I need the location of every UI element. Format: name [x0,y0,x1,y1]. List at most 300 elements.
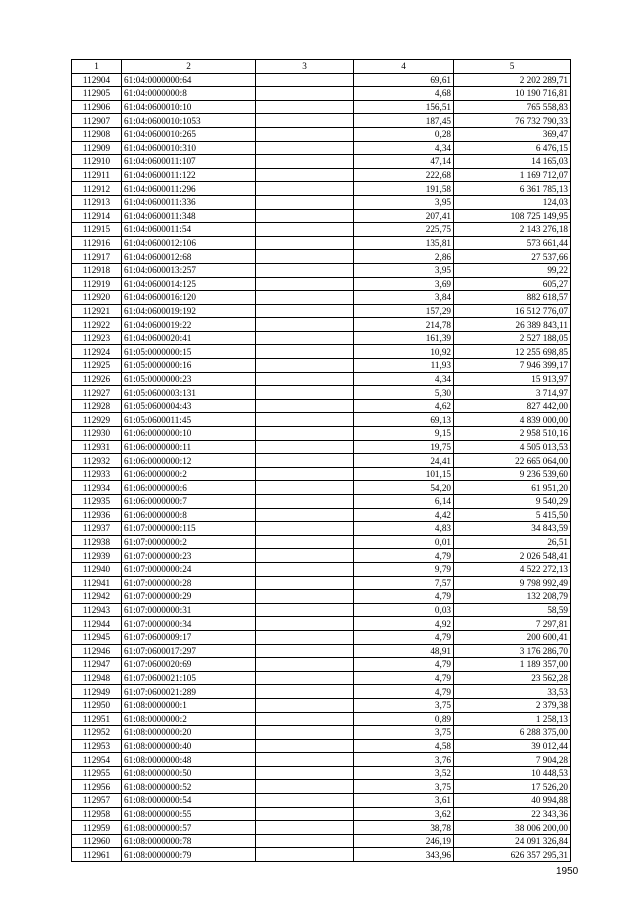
column-header-4: 4 [354,60,454,74]
cadastral-number-cell: 61:07:0000000:115 [122,522,256,536]
area-cell: 4,92 [354,617,454,631]
cadastral-number-cell: 61:04:0600011:54 [122,223,256,237]
value-cell: 4 522 272,13 [454,562,571,576]
row-number-cell: 112913 [72,195,122,209]
row-number-cell: 112950 [72,698,122,712]
area-cell: 4,79 [354,590,454,604]
value-cell: 2 202 289,71 [454,73,571,87]
table-row [72,753,571,767]
empty-cell [256,291,354,305]
area-cell: 38,78 [354,821,454,835]
empty-cell [256,277,354,291]
value-cell: 22 343,36 [454,807,571,821]
cadastral-number-cell: 61:08:0000000:50 [122,766,256,780]
value-cell: 4 505 013,53 [454,440,571,454]
table-row [72,372,571,386]
empty-cell [256,304,354,318]
cadastral-number-cell: 61:05:0600003:131 [122,386,256,400]
area-cell: 214,78 [354,318,454,332]
empty-cell [256,630,354,644]
table-row [72,291,571,305]
cadastral-number-cell: 61:06:0000000:8 [122,508,256,522]
cadastral-number-cell: 61:07:0000000:28 [122,576,256,590]
value-cell: 765 558,83 [454,100,571,114]
area-cell: 69,61 [354,73,454,87]
value-cell: 23 562,28 [454,671,571,685]
row-number-cell: 112926 [72,372,122,386]
area-cell: 225,75 [354,223,454,237]
empty-cell [256,168,354,182]
cadastral-number-cell: 61:04:0600020:41 [122,331,256,345]
value-cell: 10 448,53 [454,766,571,780]
row-number-cell: 112941 [72,576,122,590]
empty-cell [256,359,354,373]
empty-cell [256,753,354,767]
table-body [72,73,571,861]
value-cell: 7 904,28 [454,753,571,767]
empty-cell [256,250,354,264]
table-row [72,304,571,318]
row-number-cell: 112948 [72,671,122,685]
area-cell: 4,34 [354,372,454,386]
value-cell: 882 618,57 [454,291,571,305]
table-row [72,495,571,509]
row-number-cell: 112952 [72,726,122,740]
table-row [72,127,571,141]
empty-cell [256,508,354,522]
row-number-cell: 112940 [72,562,122,576]
table-row [72,345,571,359]
empty-cell [256,576,354,590]
row-number-cell: 112937 [72,522,122,536]
value-cell: 6 288 375,00 [454,726,571,740]
cadastral-number-cell: 61:04:0600014:125 [122,277,256,291]
empty-cell [256,780,354,794]
cadastral-number-cell: 61:08:0000000:79 [122,848,256,862]
empty-cell [256,209,354,223]
area-cell: 4,58 [354,739,454,753]
value-cell: 108 725 149,95 [454,209,571,223]
row-number-cell: 112909 [72,141,122,155]
empty-cell [256,73,354,87]
row-number-cell: 112959 [72,821,122,835]
value-cell: 58,59 [454,603,571,617]
row-number-cell: 112907 [72,114,122,128]
cadastral-number-cell: 61:06:0000000:6 [122,481,256,495]
cadastral-number-cell: 61:08:0000000:78 [122,834,256,848]
value-cell: 2 026 548,41 [454,549,571,563]
row-number-cell: 112924 [72,345,122,359]
table-row [72,590,571,604]
row-number-cell: 112920 [72,291,122,305]
area-cell: 222,68 [354,168,454,182]
cadastral-number-cell: 61:07:0600021:105 [122,671,256,685]
row-number-cell: 112956 [72,780,122,794]
row-number-cell: 112955 [72,766,122,780]
row-number-cell: 112916 [72,236,122,250]
table-row [72,73,571,87]
table-row [72,821,571,835]
row-number-cell: 112961 [72,848,122,862]
table-row [72,576,571,590]
area-cell: 3,61 [354,794,454,808]
cadastral-number-cell: 61:08:0000000:20 [122,726,256,740]
empty-cell [256,671,354,685]
table-row [72,508,571,522]
area-cell: 207,41 [354,209,454,223]
value-cell: 2 143 276,18 [454,223,571,237]
value-cell: 4 839 000,00 [454,413,571,427]
area-cell: 4,83 [354,522,454,536]
area-cell: 101,15 [354,467,454,481]
value-cell: 573 661,44 [454,236,571,250]
value-cell: 39 012,44 [454,739,571,753]
cadastral-number-cell: 61:07:0000000:31 [122,603,256,617]
table-row [72,644,571,658]
cadastral-number-cell: 61:07:0000000:2 [122,535,256,549]
cadastral-number-cell: 61:07:0600017:297 [122,644,256,658]
area-cell: 9,15 [354,427,454,441]
empty-cell [256,318,354,332]
table-row [72,562,571,576]
value-cell: 3 176 286,70 [454,644,571,658]
cadastral-number-cell: 61:04:0600011:122 [122,168,256,182]
empty-cell [256,223,354,237]
table-row [72,739,571,753]
table-row [72,712,571,726]
cadastral-number-cell: 61:08:0000000:48 [122,753,256,767]
area-cell: 0,03 [354,603,454,617]
area-cell: 246,19 [354,834,454,848]
area-cell: 6,14 [354,495,454,509]
area-cell: 3,62 [354,807,454,821]
empty-cell [256,263,354,277]
empty-cell [256,562,354,576]
empty-cell [256,481,354,495]
value-cell: 99,22 [454,263,571,277]
empty-cell [256,807,354,821]
empty-cell [256,848,354,862]
value-cell: 7 946 399,17 [454,359,571,373]
empty-cell [256,331,354,345]
empty-cell [256,345,354,359]
table-row [72,549,571,563]
row-number-cell: 112922 [72,318,122,332]
empty-cell [256,195,354,209]
value-cell: 200 600,41 [454,630,571,644]
table-row [72,250,571,264]
cadastral-number-cell: 61:04:0600011:296 [122,182,256,196]
row-number-cell: 112905 [72,87,122,101]
value-cell: 76 732 790,33 [454,114,571,128]
row-number-cell: 112951 [72,712,122,726]
cadastral-number-cell: 61:08:0000000:1 [122,698,256,712]
empty-cell [256,685,354,699]
table-row [72,630,571,644]
row-number-cell: 112958 [72,807,122,821]
cadastral-number-cell: 61:04:0600013:257 [122,263,256,277]
empty-cell [256,834,354,848]
area-cell: 3,76 [354,753,454,767]
cadastral-number-cell: 61:04:0000000:8 [122,87,256,101]
row-number-cell: 112911 [72,168,122,182]
table-row [72,794,571,808]
value-cell: 38 006 200,00 [454,821,571,835]
value-cell: 12 255 698,85 [454,345,571,359]
cadastral-number-cell: 61:04:0600012:106 [122,236,256,250]
row-number-cell: 112953 [72,739,122,753]
empty-cell [256,766,354,780]
table-row [72,454,571,468]
cadastral-number-cell: 61:04:0600011:336 [122,195,256,209]
empty-cell [256,100,354,114]
empty-cell [256,644,354,658]
empty-cell [256,372,354,386]
empty-cell [256,236,354,250]
area-cell: 24,41 [354,454,454,468]
row-number-cell: 112908 [72,127,122,141]
table-row [72,155,571,169]
cadastral-number-cell: 61:04:0600010:10 [122,100,256,114]
row-number-cell: 112944 [72,617,122,631]
value-cell: 33,53 [454,685,571,699]
empty-cell [256,87,354,101]
area-cell: 0,28 [354,127,454,141]
cadastral-number-cell: 61:05:0000000:23 [122,372,256,386]
value-cell: 61 951,20 [454,481,571,495]
area-cell: 4,34 [354,141,454,155]
value-cell: 605,27 [454,277,571,291]
row-number-cell: 112946 [72,644,122,658]
area-cell: 4,79 [354,630,454,644]
value-cell: 34 843,59 [454,522,571,536]
empty-cell [256,522,354,536]
row-number-cell: 112931 [72,440,122,454]
value-cell: 3 714,97 [454,386,571,400]
value-cell: 2 958 510,16 [454,427,571,441]
column-header-5: 5 [454,60,571,74]
area-cell: 4,79 [354,671,454,685]
empty-cell [256,726,354,740]
area-cell: 4,68 [354,87,454,101]
empty-cell [256,182,354,196]
area-cell: 191,58 [354,182,454,196]
row-number-cell: 112942 [72,590,122,604]
cadastral-number-cell: 61:04:0600011:107 [122,155,256,169]
value-cell: 6 361 785,13 [454,182,571,196]
area-cell: 9,79 [354,562,454,576]
value-cell: 626 357 295,31 [454,848,571,862]
empty-cell [256,114,354,128]
table-row [72,481,571,495]
row-number-cell: 112943 [72,603,122,617]
table-row [72,780,571,794]
table-row [72,522,571,536]
cadastral-number-cell: 61:08:0000000:52 [122,780,256,794]
value-cell: 5 415,50 [454,508,571,522]
table-row [72,603,571,617]
column-header-1: 1 [72,60,122,74]
table-row [72,114,571,128]
table-row [72,617,571,631]
area-cell: 10,92 [354,345,454,359]
column-header-3: 3 [256,60,354,74]
table-row [72,209,571,223]
table-row [72,318,571,332]
cadastral-number-cell: 61:07:0000000:24 [122,562,256,576]
table-row [72,277,571,291]
cadastral-number-cell: 61:05:0000000:16 [122,359,256,373]
row-number-cell: 112904 [72,73,122,87]
table-row [72,100,571,114]
table-row [72,685,571,699]
table-row [72,87,571,101]
cadastral-number-cell: 61:07:0600009:17 [122,630,256,644]
row-number-cell: 112949 [72,685,122,699]
table-row [72,236,571,250]
cadastral-number-cell: 61:05:0600004:43 [122,399,256,413]
empty-cell [256,590,354,604]
value-cell: 15 913,97 [454,372,571,386]
row-number-cell: 112933 [72,467,122,481]
cadastral-number-cell: 61:06:0000000:11 [122,440,256,454]
cadastral-number-cell: 61:08:0000000:55 [122,807,256,821]
empty-cell [256,603,354,617]
empty-cell [256,535,354,549]
empty-cell [256,712,354,726]
area-cell: 156,51 [354,100,454,114]
value-cell: 27 537,66 [454,250,571,264]
area-cell: 4,62 [354,399,454,413]
table-row [72,141,571,155]
value-cell: 9 540,29 [454,495,571,509]
cadastral-number-cell: 61:08:0000000:57 [122,821,256,835]
table-row [72,766,571,780]
value-cell: 369,47 [454,127,571,141]
table-row [72,195,571,209]
empty-cell [256,739,354,753]
row-number-cell: 112918 [72,263,122,277]
cadastral-number-cell: 61:04:0600016:120 [122,291,256,305]
row-number-cell: 112912 [72,182,122,196]
empty-cell [256,821,354,835]
empty-cell [256,440,354,454]
empty-cell [256,698,354,712]
row-number-cell: 112935 [72,495,122,509]
empty-cell [256,454,354,468]
area-cell: 3,95 [354,195,454,209]
area-cell: 157,29 [354,304,454,318]
page-number: 1950 [556,866,579,877]
cadastral-number-cell: 61:06:0000000:10 [122,427,256,441]
value-cell: 16 512 776,07 [454,304,571,318]
cadastral-number-cell: 61:08:0000000:40 [122,739,256,753]
area-cell: 48,91 [354,644,454,658]
area-cell: 3,75 [354,726,454,740]
area-cell: 19,75 [354,440,454,454]
value-cell: 7 297,81 [454,617,571,631]
area-cell: 2,86 [354,250,454,264]
area-cell: 54,20 [354,481,454,495]
empty-cell [256,427,354,441]
data-table [71,59,571,862]
cadastral-number-cell: 61:04:0600010:1053 [122,114,256,128]
empty-cell [256,549,354,563]
area-cell: 3,69 [354,277,454,291]
area-cell: 47,14 [354,155,454,169]
area-cell: 3,84 [354,291,454,305]
cadastral-number-cell: 61:07:0000000:29 [122,590,256,604]
area-cell: 0,01 [354,535,454,549]
area-cell: 3,95 [354,263,454,277]
value-cell: 6 476,15 [454,141,571,155]
area-cell: 4,42 [354,508,454,522]
header-row [72,60,571,74]
area-cell: 11,93 [354,359,454,373]
row-number-cell: 112927 [72,386,122,400]
table-row [72,427,571,441]
table-row [72,807,571,821]
area-cell: 4,79 [354,549,454,563]
row-number-cell: 112934 [72,481,122,495]
area-cell: 7,57 [354,576,454,590]
cadastral-number-cell: 61:08:0000000:2 [122,712,256,726]
value-cell: 10 190 716,81 [454,87,571,101]
value-cell: 827 442,00 [454,399,571,413]
empty-cell [256,467,354,481]
area-cell: 0,89 [354,712,454,726]
row-number-cell: 112930 [72,427,122,441]
area-cell: 161,39 [354,331,454,345]
table-row [72,848,571,862]
row-number-cell: 112932 [72,454,122,468]
row-number-cell: 112947 [72,658,122,672]
row-number-cell: 112923 [72,331,122,345]
value-cell: 14 165,03 [454,155,571,169]
table-row [72,535,571,549]
empty-cell [256,127,354,141]
area-cell: 3,52 [354,766,454,780]
table-row [72,331,571,345]
value-cell: 2 379,38 [454,698,571,712]
area-cell: 4,79 [354,685,454,699]
table-row [72,223,571,237]
value-cell: 26,51 [454,535,571,549]
cadastral-number-cell: 61:06:0000000:7 [122,495,256,509]
empty-cell [256,386,354,400]
value-cell: 9 236 539,60 [454,467,571,481]
row-number-cell: 112945 [72,630,122,644]
cadastral-number-cell: 61:04:0600010:265 [122,127,256,141]
area-cell: 3,75 [354,780,454,794]
row-number-cell: 112915 [72,223,122,237]
table-row [72,263,571,277]
table-row [72,413,571,427]
value-cell: 22 665 064,00 [454,454,571,468]
table-row [72,671,571,685]
row-number-cell: 112954 [72,753,122,767]
value-cell: 124,03 [454,195,571,209]
row-number-cell: 112914 [72,209,122,223]
table-row [72,359,571,373]
table-row [72,386,571,400]
table-row [72,834,571,848]
row-number-cell: 112910 [72,155,122,169]
cadastral-number-cell: 61:08:0000000:54 [122,794,256,808]
row-number-cell: 112917 [72,250,122,264]
table-row [72,658,571,672]
empty-cell [256,141,354,155]
